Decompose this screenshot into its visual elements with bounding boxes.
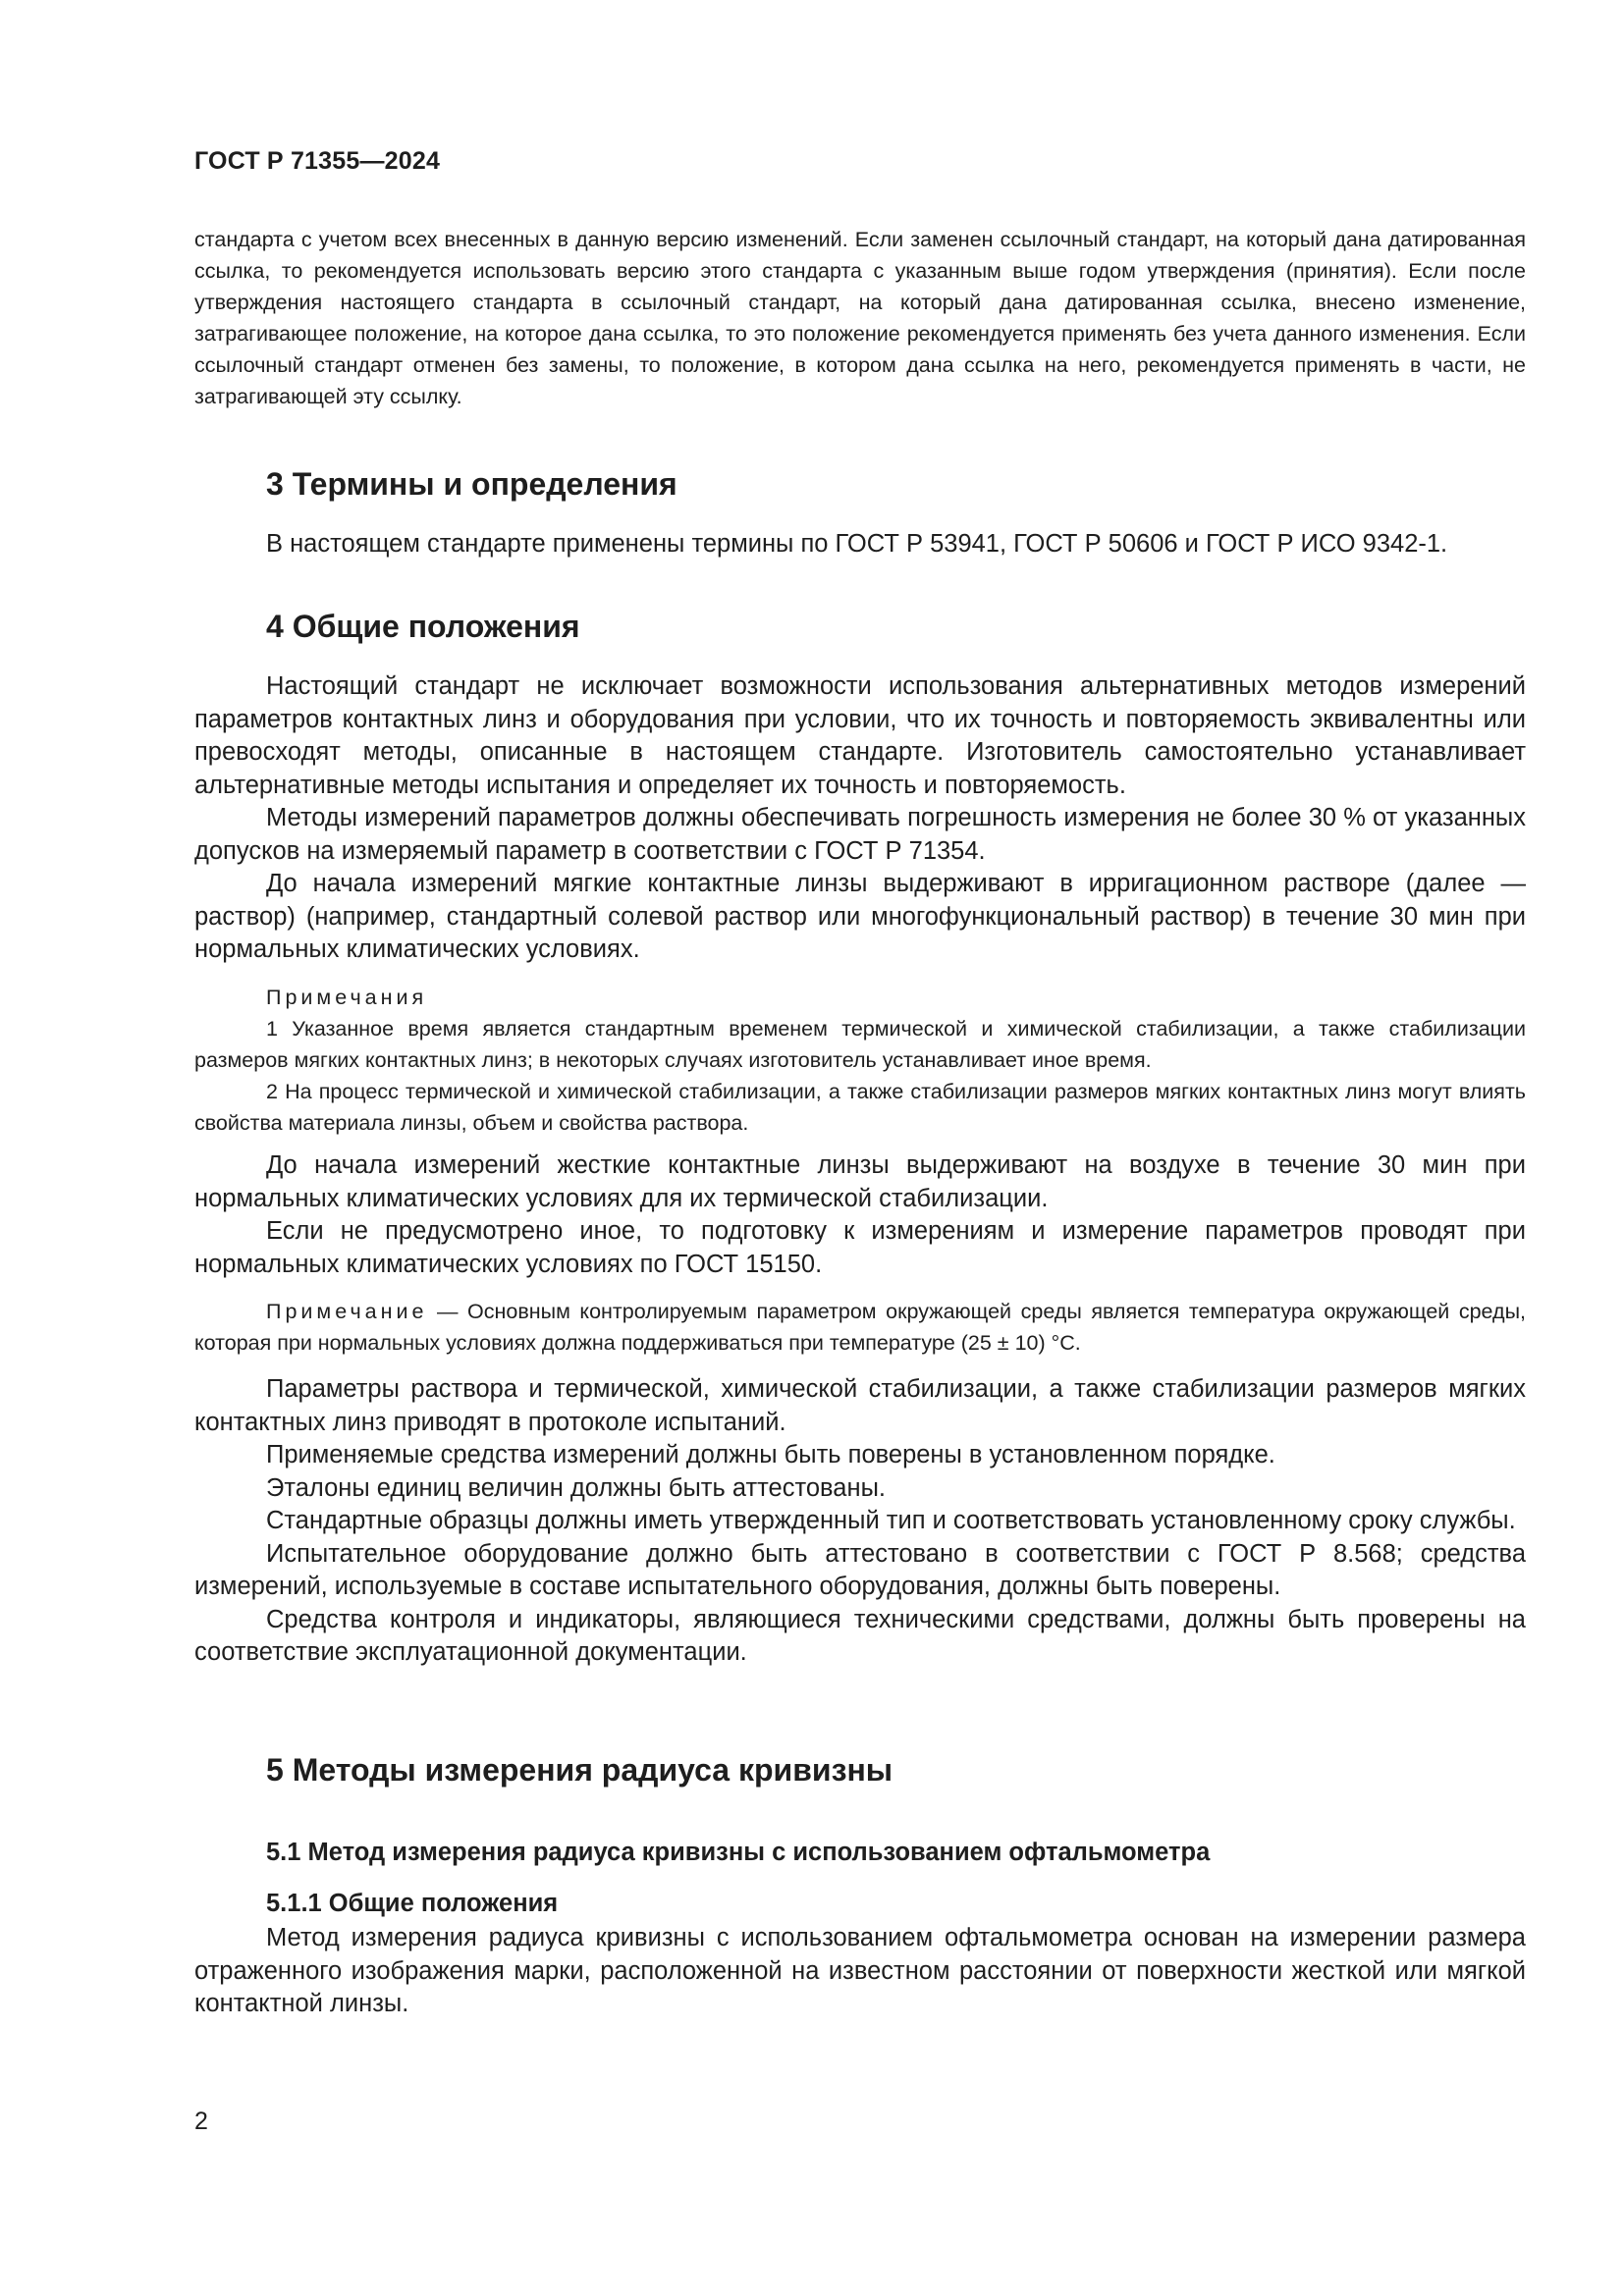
- section-4-paragraph-6: Параметры раствора и термической, химической стабилизации, а также стабилизации размеров мягких контактных линз приводят в протоколе испытаний.: [194, 1375, 1526, 1436]
- subsection-5-1-1-title: 5.1.1 Общие положения: [266, 1890, 559, 1917]
- section-4-notes: [194, 982, 1526, 1139]
- section-4-paragraph-7: Применяемые средства измерений должны быть поверены в установленном порядке.: [266, 1441, 1275, 1468]
- note-2: 2 На процесс термической и химической стабилизации, а также стабилизации размеров мягких контактных линз могут влиять свойства материала линзы, объем и свойства раствора.: [194, 1080, 1526, 1135]
- section-5-body: [194, 1922, 1526, 2021]
- section-4-paragraph-5: Если не предусмотрено иное, то подготовку к измерениям и измерение параметров проводят при нормальных климатических условиях по ГОСТ 15150.: [194, 1217, 1526, 1278]
- section-4-paragraph-3: До начала измерений мягкие контактные линзы выдерживают в ирригационном растворе (далее — раствор) (например, стандартный солевой раствор или многофункциональный раствор) в течение 30 мин при нормальных климатических условиях.: [194, 870, 1526, 963]
- document-page: [194, 0, 1526, 2296]
- section-3-paragraph: В настоящем стандарте применены термины по ГОСТ Р 53941, ГОСТ Р 50606 и ГОСТ Р ИСО 9342-1.: [266, 530, 1448, 558]
- section-4-body-a: [194, 670, 1526, 967]
- intro-paragraph: [194, 224, 1526, 412]
- section-4-paragraph-9: Стандартные образцы должны иметь утвержденный тип и соответствовать установленному сроку службы.: [266, 1507, 1516, 1534]
- section-4-body-c: [194, 1373, 1526, 1670]
- section-4-paragraph-2: Методы измерений параметров должны обеспечивать погрешность измерения не более 30 % от указанных допусков на измеряемый параметр в соответствии с ГОСТ Р 71354.: [194, 804, 1526, 865]
- section-3-title: 3 Термины и определения: [266, 466, 677, 502]
- intro-text: стандарта с учетом всех внесенных в данную версию изменений. Если заменен ссылочный стандарт, на который дана датированная ссылка, то рекомендуется использовать версию этого стандарта с указанным выше годом утверждения (принятия). Если после утверждения настоящего стандарта в ссылочный стандарт, на который дана датированная ссылка, внесено изменение, затрагивающее положение, на которое дана ссылка, то это положение рекомендуется применять без учета данного изменения. Если ссылочный стандарт отменен без замены, то положение, в котором дана ссылка на него, рекомендуется применять в части, не затрагивающей эту ссылку.: [194, 228, 1526, 408]
- section-4-paragraph-11: Средства контроля и индикаторы, являющиеся техническими средствами, должны быть проверены на соответствие эксплуатационной документации.: [194, 1605, 1526, 1666]
- note-text: — Основным контролируемым параметром окружающей среды является температура окружающей среды, которая при нормальных условиях должна поддерживаться при температуре (25 ± 10) °С.: [194, 1300, 1526, 1355]
- section-4-note-single: [194, 1296, 1526, 1359]
- section-4-title: 4 Общие положения: [266, 609, 580, 644]
- section-4-paragraph-10: Испытательное оборудование должно быть аттестовано в соответствии с ГОСТ Р 8.568; средства измерений, используемые в составе испытательного оборудования, должны быть поверены.: [194, 1539, 1526, 1600]
- section-5-paragraph-1: Метод измерения радиуса кривизны с использованием офтальмометра основан на измерении размера отраженного изображения марки, расположенной на известном расстоянии от поверхности жесткой или мягкой контактной линзы.: [194, 1924, 1526, 2017]
- section-4-paragraph-8: Эталоны единиц величин должны быть аттестованы.: [266, 1473, 886, 1502]
- note-1: 1 Указанное время является стандартным временем термической и химической стабилизации, а также стабилизации размеров мягких контактных линз; в некоторых случаях изготовитель устанавливает иное время.: [194, 1017, 1526, 1072]
- section-4-paragraph-1: Настоящий стандарт не исключает возможности использования альтернативных методов измерений параметров контактных линз и оборудования при условии, что их точность и повторяемость эквивалентны или превосходят методы, описанные в настоящем стандарте. Изготовитель самостоятельно устанавливает альтернативные методы испытания и определяет их точность и повторяемость.: [194, 672, 1526, 799]
- subsection-5-1-title: 5.1 Метод измерения радиуса кривизны с использованием офтальмометра: [266, 1839, 1211, 1866]
- section-3-body: [194, 528, 1526, 561]
- note-label: Примечание: [266, 1300, 428, 1323]
- notes-label: Примечания: [266, 986, 428, 1009]
- section-4-paragraph-4: До начала измерений жесткие контактные линзы выдерживают на воздухе в течение 30 мин при нормальных климатических условиях для их термической стабилизации.: [194, 1151, 1526, 1212]
- section-5-title: 5 Методы измерения радиуса кривизны: [266, 1752, 893, 1788]
- page-number: 2: [194, 2108, 208, 2135]
- document-header: ГОСТ Р 71355—2024: [194, 147, 441, 175]
- section-4-body-b: [194, 1149, 1526, 1281]
